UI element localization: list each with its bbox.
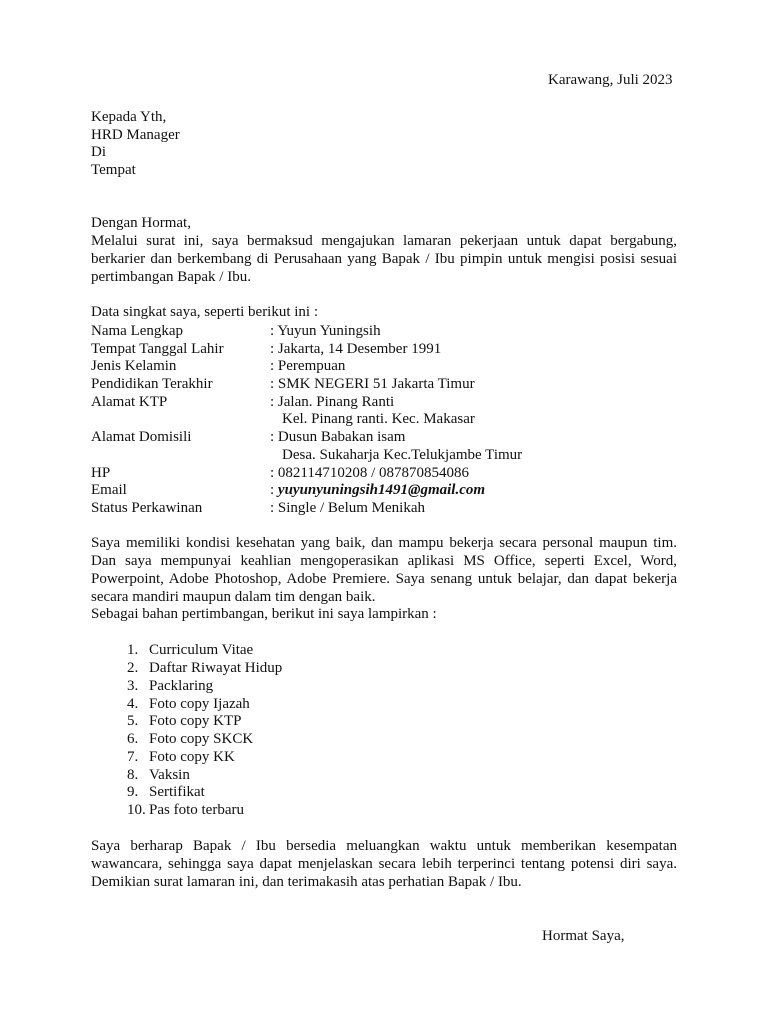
closing-line: Saya berharap Bapak / Ibu bersedia meluangkan waktu untuk memberikan kesempatan — [91, 838, 677, 854]
intro-line: Melalui surat ini, saya bermaksud mengajukan lamaran pekerjaan untuk dapat bergabung, — [91, 233, 677, 249]
attachment-item: Pas foto terbaru — [149, 802, 244, 818]
attachment-number: 3. — [127, 678, 139, 694]
attachment-number: 2. — [127, 660, 139, 676]
ktp-address-label: Alamat KTP — [91, 394, 168, 410]
skills-paragraph — [91, 534, 677, 606]
closing-line: wawancara, sehingga saya dapat menjelaskan secara lebih terperinci tentang potensi diri saya. — [91, 856, 677, 872]
email-colon: : — [270, 482, 275, 498]
education-value: : SMK NEGERI 51 Jakarta Timur — [270, 376, 475, 392]
phone-label: HP — [91, 465, 111, 481]
domicile-value-2: Desa. Sukaharja Kec.Telukjambe Timur — [282, 447, 523, 463]
attachment-number: 4. — [127, 696, 139, 712]
skills-line: Dan saya mempunyai keahlian mengoperasikan aplikasi MS Office, seperti Excel, Word, — [91, 553, 677, 569]
recipient-line-4: Tempat — [91, 162, 136, 178]
phone-value: : 082114710208 / 087870854086 — [270, 465, 470, 481]
attachment-item: Foto copy Ijazah — [149, 696, 250, 712]
attachment-number: 9. — [127, 784, 139, 800]
skills-line: secara mandiri maupun dalam tim dengan baik. — [91, 589, 376, 605]
attachment-item: Vaksin — [149, 767, 190, 783]
education-label: Pendidikan Terakhir — [91, 376, 213, 392]
attachment-number: 1. — [127, 642, 139, 658]
skills-line: Saya memiliki kondisi kesehatan yang baik, dan mampu bekerja secara personal maupun tim. — [91, 535, 677, 551]
gender-value: : Perempuan — [270, 358, 346, 374]
intro-line: berkarier dan berkembang di Perusahaan yang Bapak / Ibu pimpin untuk mengisi posisi sesuai — [91, 251, 677, 267]
email-address: yuyunyuningsih1491@gmail.com — [277, 482, 486, 498]
birth-value: : Jakarta, 14 Desember 1991 — [270, 341, 442, 357]
attachment-number: 5. — [127, 713, 139, 729]
domicile-value-1: : Dusun Babakan isam — [270, 429, 406, 445]
place-date: Karawang, Juli 2023 — [548, 72, 673, 88]
recipient-line-2: HRD Manager — [91, 127, 180, 143]
closing-line: Demikian surat lamaran ini, dan terimakasih atas perhatian Bapak / Ibu. — [91, 874, 522, 890]
attachment-item: Foto copy KTP — [149, 713, 242, 729]
marital-label: Status Perkawinan — [91, 500, 203, 516]
marital-value: : Single / Belum Menikah — [270, 500, 425, 516]
ktp-address-value-2: Kel. Pinang ranti. Kec. Makasar — [282, 411, 475, 427]
skills-line: Powerpoint, Adobe Photoshop, Adobe Premiere. Saya senang untuk belajar, dan dapat bekerja — [91, 571, 677, 587]
attachment-number: 10. — [127, 802, 146, 818]
attachment-item: Curriculum Vitae — [149, 642, 254, 658]
birth-label: Tempat Tanggal Lahir — [91, 341, 224, 357]
name-label: Nama Lengkap — [91, 323, 184, 339]
sign-off: Hormat Saya, — [542, 928, 625, 944]
email-label: Email — [91, 482, 127, 498]
attachment-item: Packlaring — [149, 678, 214, 694]
closing-paragraph — [91, 837, 677, 891]
attachments-heading: Sebagai bahan pertimbangan, berikut ini saya lampirkan : — [91, 606, 437, 622]
attachment-item: Foto copy KK — [149, 749, 235, 765]
attachment-number: 7. — [127, 749, 139, 765]
domicile-label: Alamat Domisili — [91, 429, 192, 445]
name-value: : Yuyun Yuningsih — [270, 323, 381, 339]
data-heading: Data singkat saya, seperti berikut ini : — [91, 304, 319, 320]
attachment-item: Foto copy SKCK — [149, 731, 254, 747]
ktp-address-value-1: : Jalan. Pinang Ranti — [270, 394, 395, 410]
attachment-item: Sertifikat — [149, 784, 205, 800]
recipient-line-3: Di — [91, 144, 106, 160]
email-value-row — [270, 481, 485, 499]
intro-line: pertimbangan Bapak / Ibu. — [91, 269, 251, 285]
gender-label: Jenis Kelamin — [91, 358, 177, 374]
attachment-item: Daftar Riwayat Hidup — [149, 660, 283, 676]
attachment-number: 8. — [127, 767, 139, 783]
attachment-number: 6. — [127, 731, 139, 747]
greeting: Dengan Hormat, — [91, 215, 191, 231]
intro-paragraph — [91, 232, 677, 286]
recipient-line-1: Kepada Yth, — [91, 109, 167, 125]
